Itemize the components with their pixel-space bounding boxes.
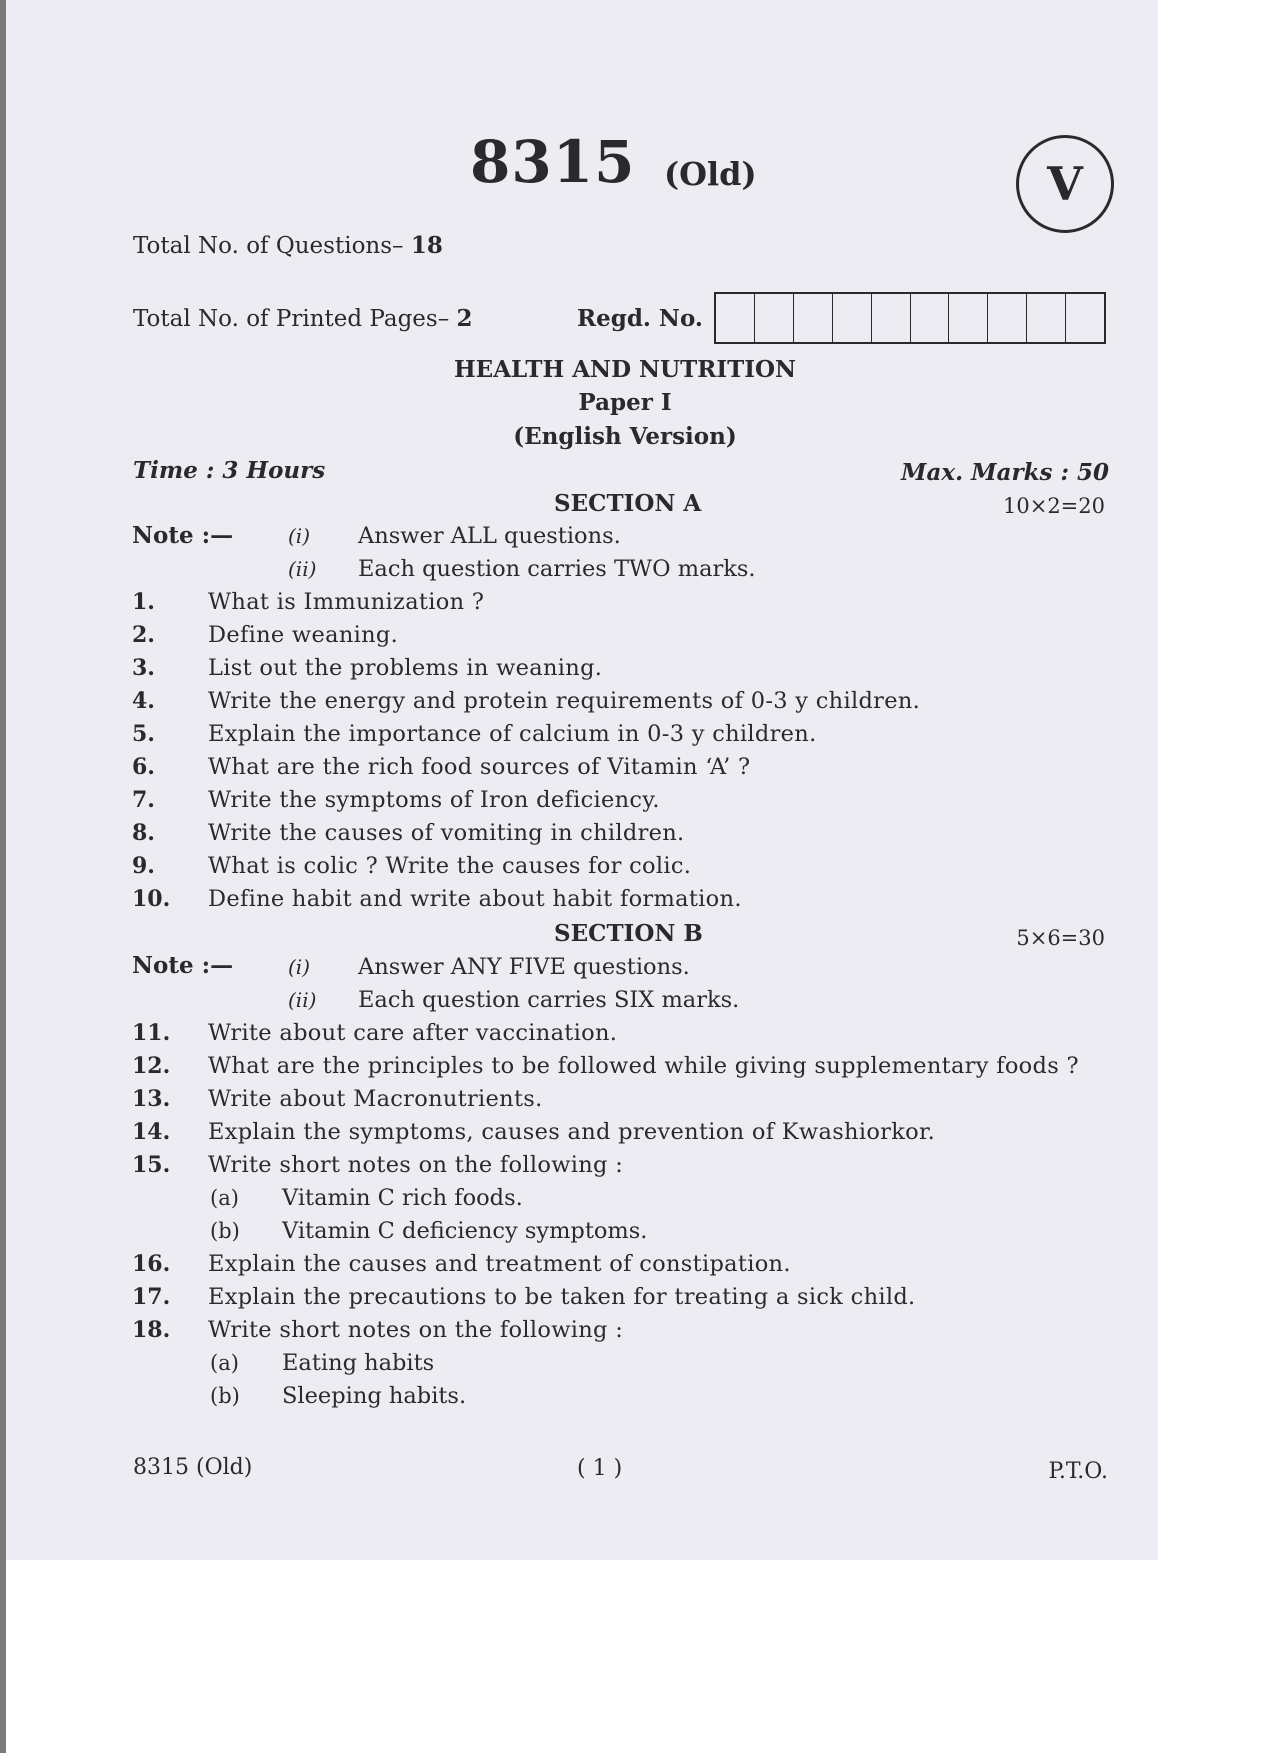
question-text: What are the principles to be followed while giving supplementary foods ?: [208, 1053, 1079, 1079]
regd-cell[interactable]: [949, 294, 988, 342]
regd-cell[interactable]: [911, 294, 950, 342]
total-pages: [133, 305, 473, 332]
section-a-note-label: Note :—: [132, 522, 234, 549]
regd-cell[interactable]: [988, 294, 1027, 342]
question-number: 8.: [132, 820, 155, 846]
section-b-title: SECTION B: [554, 920, 703, 947]
note-text: Each question carries SIX marks.: [358, 987, 740, 1013]
regd-number-boxes[interactable]: [714, 292, 1106, 344]
sub-question-text: Sleeping habits.: [282, 1383, 467, 1409]
section-a-title: SECTION A: [554, 490, 702, 517]
question-number: 1.: [132, 589, 155, 615]
note-roman: (i): [288, 524, 311, 548]
sub-question-text: Vitamin C deficiency symptoms.: [282, 1218, 648, 1244]
paper-code: 8315: [470, 128, 636, 196]
pto-label: P.T.O.: [1048, 1459, 1108, 1484]
version-circle-badge: [1016, 135, 1114, 233]
scan-edge: [0, 0, 6, 1753]
version-title: (English Version): [513, 423, 737, 450]
question-number: 6.: [132, 754, 155, 780]
question-text: What are the rich food sources of Vitamin ‘A’ ?: [208, 754, 751, 780]
question-text: Explain the importance of calcium in 0-3 y children.: [208, 721, 817, 747]
note-text: Answer ALL questions.: [358, 523, 621, 549]
question-number: 5.: [132, 721, 155, 747]
question-number: 12.: [132, 1053, 171, 1079]
footer-code: 8315 (Old): [133, 1455, 253, 1480]
regd-cell[interactable]: [716, 294, 755, 342]
total-questions: [133, 232, 443, 259]
total-pages-label: Total No. of Printed Pages–: [133, 306, 450, 332]
paper-title: Paper I: [578, 389, 672, 416]
question-number: 16.: [132, 1251, 171, 1277]
question-number: 4.: [132, 688, 155, 714]
question-number: 7.: [132, 787, 155, 813]
regd-label: Regd. No.: [577, 305, 703, 332]
regd-cell[interactable]: [794, 294, 833, 342]
question-number: 11.: [132, 1020, 171, 1046]
question-text: Write the causes of vomiting in children.: [208, 820, 685, 846]
total-questions-value: 18: [410, 232, 443, 259]
question-number: 17.: [132, 1284, 171, 1310]
question-text: Explain the causes and treatment of constipation.: [208, 1251, 791, 1277]
note-text: Each question carries TWO marks.: [358, 556, 756, 582]
question-number: 14.: [132, 1119, 171, 1145]
question-number: 15.: [132, 1152, 171, 1178]
version-mark: V: [1047, 157, 1083, 211]
note-text: Answer ANY FIVE questions.: [358, 954, 690, 980]
total-questions-label: Total No. of Questions–: [133, 233, 404, 259]
question-text: Define habit and write about habit formation.: [208, 886, 742, 912]
regd-cell[interactable]: [833, 294, 872, 342]
sub-question-text: Eating habits: [282, 1350, 435, 1376]
question-text: Write the symptoms of Iron deficiency.: [208, 787, 660, 813]
question-text: Write the energy and protein requirements of 0-3 y children.: [208, 688, 921, 714]
question-text: Write short notes on the following :: [208, 1317, 624, 1343]
regd-cell[interactable]: [1066, 294, 1104, 342]
regd-cell[interactable]: [755, 294, 794, 342]
regd-cell[interactable]: [1027, 294, 1066, 342]
sub-question-letter: (a): [210, 1186, 239, 1210]
question-text: Write about Macronutrients.: [208, 1086, 543, 1112]
section-a-marks: 10×2=20: [1003, 494, 1105, 518]
section-b-marks: 5×6=30: [1016, 926, 1105, 950]
section-b-note-label: Note :—: [132, 952, 234, 979]
question-number: 18.: [132, 1317, 171, 1343]
sub-question-letter: (b): [210, 1384, 240, 1408]
question-text: Define weaning.: [208, 622, 399, 648]
question-number: 3.: [132, 655, 155, 681]
question-number: 13.: [132, 1086, 171, 1112]
question-number: 9.: [132, 853, 155, 879]
max-marks: Max. Marks : 50: [901, 459, 1109, 486]
subject-title: HEALTH AND NUTRITION: [453, 356, 797, 383]
question-text: List out the problems in weaning.: [208, 655, 603, 681]
total-pages-value: 2: [456, 305, 473, 332]
note-roman: (ii): [288, 557, 317, 581]
question-number: 10.: [132, 886, 171, 912]
question-text: What is Immunization ?: [208, 589, 485, 615]
note-roman: (i): [288, 955, 311, 979]
question-text: What is colic ? Write the causes for colic.: [208, 853, 692, 879]
paper-code-suffix: (Old): [664, 155, 757, 193]
sub-question-text: Vitamin C rich foods.: [282, 1185, 523, 1211]
regd-cell[interactable]: [872, 294, 911, 342]
question-text: Write short notes on the following :: [208, 1152, 624, 1178]
sub-question-letter: (b): [210, 1219, 240, 1243]
time-allowed: Time : 3 Hours: [133, 457, 326, 484]
note-roman: (ii): [288, 988, 317, 1012]
question-text: Explain the precautions to be taken for treating a sick child.: [208, 1284, 916, 1310]
sub-question-letter: (a): [210, 1351, 239, 1375]
page-number: ( 1 ): [577, 1456, 623, 1481]
question-text: Write about care after vaccination.: [208, 1020, 618, 1046]
question-text: Explain the symptoms, causes and prevention of Kwashiorkor.: [208, 1119, 936, 1145]
question-number: 2.: [132, 622, 155, 648]
